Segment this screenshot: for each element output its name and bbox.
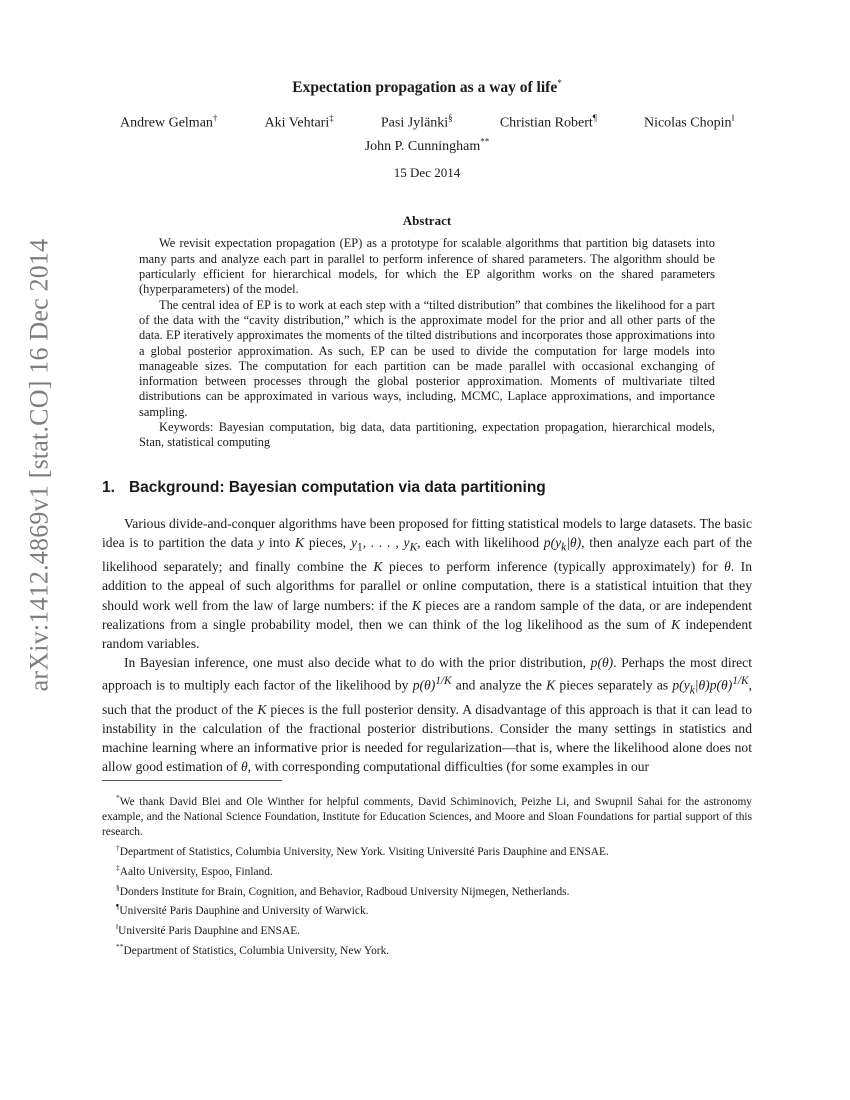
arxiv-identifier xyxy=(4,238,74,692)
author: Aki Vehtari‡ xyxy=(264,113,334,131)
author: Christian Robert¶ xyxy=(499,113,597,131)
footnote: ‖Université Paris Dauphine and ENSAE. xyxy=(116,922,301,937)
section-number: 1. xyxy=(102,478,115,496)
paper-page xyxy=(102,78,752,959)
abstract-paragraph: The central idea of EP is to work at each step with a “tilted distribution” that combines the likelihood for a part of the data with the “cavity distribution,” which is the approximate model for the prior and all other parts of the data. EP iteratively approximates the moments of the tilted distributions and incorporates those approximations into a global posterior approximation. As such, EP can be used to divide the computation for large models into manageable sizes. The computation for each partition can be made parallel with occasional exchanging of information between processes through the global posterior approximation. Moments of multivariate tilted distributions can be approximated in various ways, including, MCMC, Laplace approximations, and importance sampling. xyxy=(139,297,715,419)
body-text xyxy=(102,514,752,777)
footnote: §Donders Institute for Brain, Cognition, and Behavior, Radboud University Nijmegen, Netherlands. xyxy=(116,882,570,898)
author-list xyxy=(102,109,752,156)
arxiv-id-text: arXiv:1412.4869v1 [stat.CO] 16 Dec 2014 xyxy=(24,238,53,692)
section-title: Background: Bayesian computation via data partitioning xyxy=(128,478,546,496)
author: Pasi Jylänki§ xyxy=(380,113,453,131)
publication-date: 15 Dec 2014 xyxy=(393,165,461,181)
author: Andrew Gelman† xyxy=(120,113,218,131)
footnote: **Department of Statistics, Columbia University, New York. xyxy=(116,941,390,957)
author: Nicolas Chopin‖ xyxy=(643,113,734,131)
footnote-separator xyxy=(102,780,282,781)
footnote: *We thank David Blei and Ole Winther for helpful comments, David Schiminovich, Peizhe Li, and Swupnil Sahai for the astronomy example, and the National Science Foundation, Institute for Education Sciences, and Moore and Sloan Foundations for partial support of this research. xyxy=(102,793,752,838)
footnotes xyxy=(102,790,752,959)
paragraph: In Bayesian inference, one must also decide what to do with the prior distribution, p(θ). Perhaps the most direct approach is to multiply each factor of the likelihood by $p(\theta)^{1/K}$ and analyze the K pieces separately as $p(y_k|\theta)p(\theta)^{1/K}$, such that the product of the K pieces is the full posterior density. A disadvantage of this approach is that it can lead to instability in the calculation of the fractional posterior distributions. Consider the many settings in statistics and machine learning where an informative prior is needed for regularization—that is, where the likelihood alone does not allow good estimation of θ, with corresponding computational difficulties (for some examples in our xyxy=(102,654,753,775)
abstract-keywords: Keywords: Bayesian computation, big data, data partitioning, expectation propagation, hierarchical models, Stan, statistical computing xyxy=(139,420,715,450)
title-text: Expectation propagation as a way of life xyxy=(292,79,558,97)
footnote: ¶Université Paris Dauphine and University of Warwick. xyxy=(116,902,369,918)
footnote: †Department of Statistics, Columbia University, New York. Visiting Université Paris Dauphine and ENSAE. xyxy=(116,843,609,858)
section-heading xyxy=(102,479,752,497)
paper-title xyxy=(102,78,752,97)
abstract-heading: Abstract xyxy=(402,213,452,229)
author: John P. Cunningham** xyxy=(364,136,490,155)
abstract xyxy=(139,236,715,450)
footnote: ‡Aalto University, Espoo, Finland. xyxy=(116,862,273,878)
paragraph: Various divide-and-conquer algorithms have been proposed for fitting statistical models to large datasets. The basic idea is to partition the data y into K pieces, $y_1$, . . . , $y_K$, each with likelihood $p(y_k|\theta)$, then analyze each part of the likelihood separately; and finally combine the K pieces to perform inference (typically approximately) for θ. In addition to the appeal of such algorithms for parallel or online computation, there is a statistical intuition that they should work well from the law of large numbers: if the K pieces are a random sample of the data, or are independent realizations from a single probability model, then we can think of the log likelihood as the sum of K independent random variables. xyxy=(102,515,753,651)
abstract-paragraph: We revisit expectation propagation (EP) as a prototype for scalable algorithms that partition big datasets into many parts and analyze each part in parallel to perform inference of shared parameters. The algorithm should be particularly efficient for hierarchical models, for which the EP algorithm works on the shared parameters (hyperparameters) of the model. xyxy=(139,236,715,297)
title-footnote-mark: * xyxy=(557,78,562,88)
